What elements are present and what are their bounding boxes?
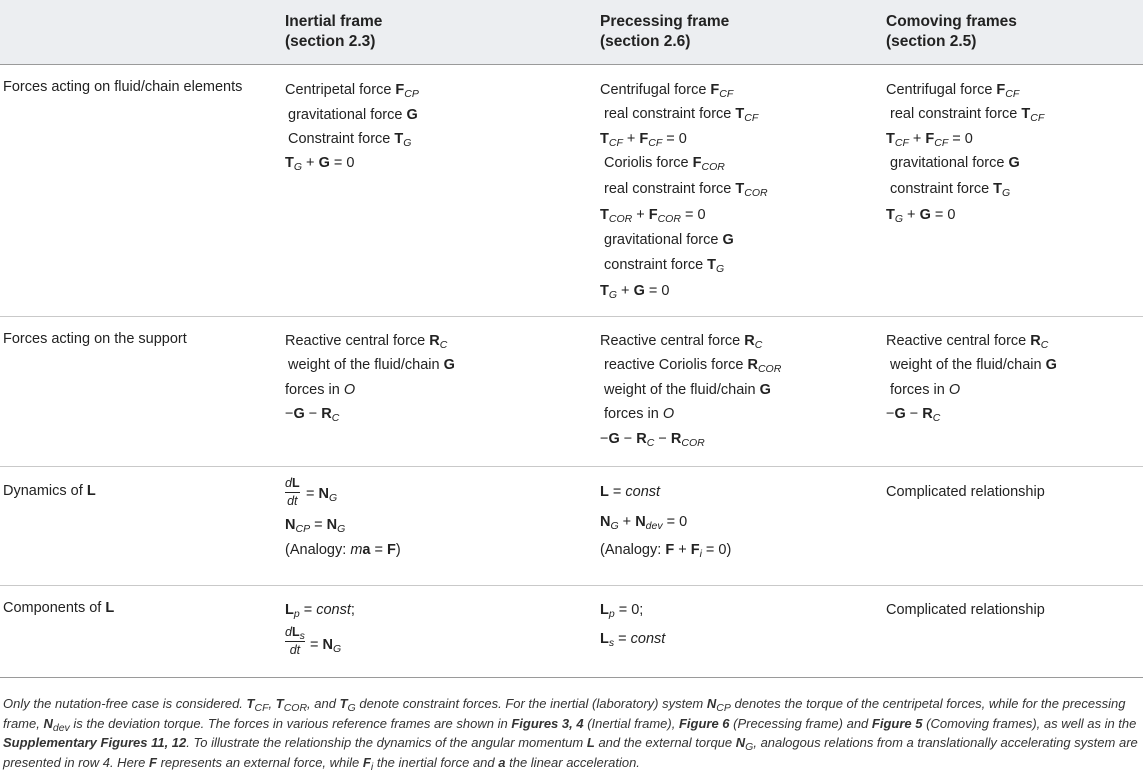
link-figure-5[interactable]: Figure 5 [871,715,923,731]
row-label-dynamics: Dynamics of L [3,483,96,499]
table-footnote: Only the nutation-free case is considered. $T_{CF}$, $T_{COR}$, and $T_G$ denote constraint forces. For the inertial (laboratory) system $N_{CP}$ denotes the torque of the centripetal forces, while for the precessing frame, $N_{dev}$ is the deviation torque. The forces in various reference frames are shown in Figures 3, 4 (Inertial frame), Figure 6 (Precessing frame) and Figure 5 (Comoving frames), as well as in the Supplementary Figures 11, 12. To illustrate the relationship the dynamics of the angular momentum L and the external torque $N_G$, analogous relations from a translationally accelerating system are presented in row 4. Here F represents an external force, while $F_i$ the inertial force and a the linear acceleration. [3,696,1138,773]
row-rule [0,585,1143,586]
row-label-fluid-forces: Forces acting on fluid/chain elements [3,79,243,95]
link-figures-3-4[interactable]: Figures 3, 4 [511,715,584,731]
table-bottom-rule [0,677,1143,678]
header-rule [0,64,1143,65]
header-comoving-frames: Comoving frames (section 2.5) [886,13,1017,50]
row-rule [0,466,1143,467]
fraction-dLs-dt: $dL_s$ dt [285,625,305,657]
header-precessing-frame: Precessing frame (section 2.6) [600,13,730,50]
header-inertial-frame: Inertial frame (section 2.3) [285,13,383,50]
table-header [0,0,1143,64]
link-supplementary-figures[interactable]: Supplementary Figures 11, 12 [3,735,187,750]
row-label-components: Components of L [3,600,115,616]
fraction-dL-dt: dL dt [285,476,300,508]
row-label-support-forces: Forces acting on the support [3,331,187,347]
row-rule [0,316,1143,317]
link-figure-6[interactable]: Figure 6 [678,715,730,731]
